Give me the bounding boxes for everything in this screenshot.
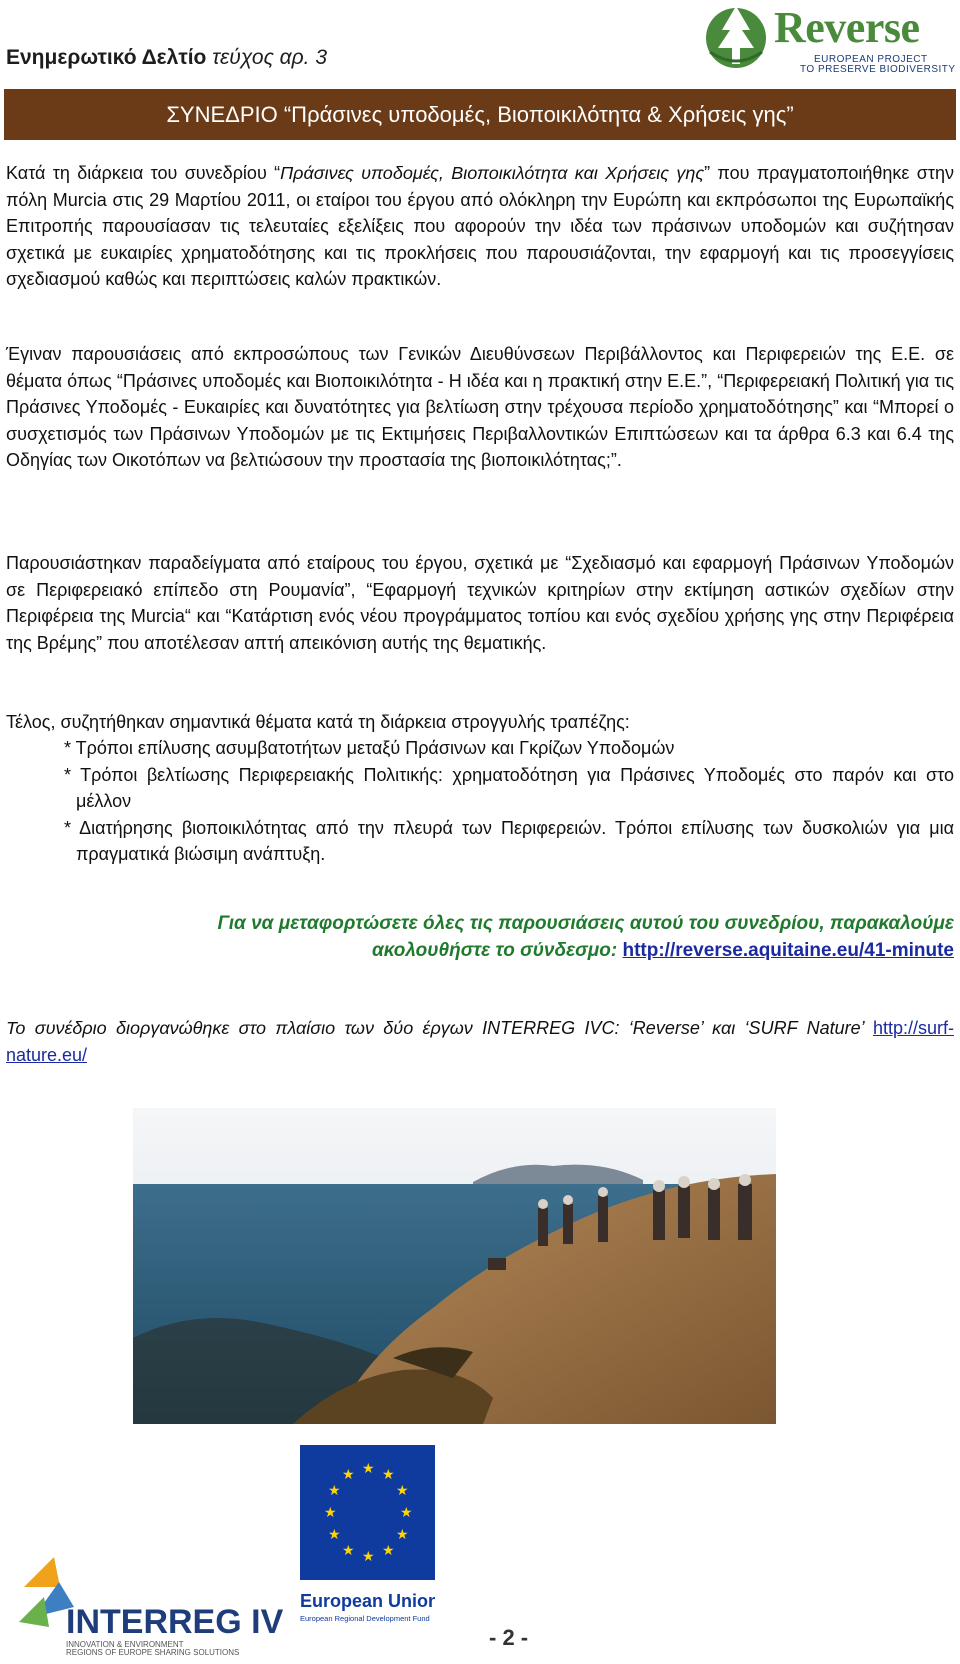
svg-text:★: ★ xyxy=(342,1466,355,1482)
svg-text:★: ★ xyxy=(328,1526,341,1542)
brand-subtitle-2: TO PRESERVE BIODIVERSITY xyxy=(800,64,956,75)
reverse-logo xyxy=(696,0,956,75)
download-text-2: ακολουθήστε το σύνδεσμο: xyxy=(371,940,618,961)
list-item: * Τρόποι επίλυσης ασυμβατοτήτων μεταξύ Πράσινων και Γκρίζων Υποδομών xyxy=(64,738,675,758)
svg-text:★: ★ xyxy=(342,1542,355,1558)
download-note xyxy=(6,910,954,964)
presentations-link[interactable]: http://reverse.aquitaine.eu/41-minute xyxy=(622,940,954,961)
interreg-logo xyxy=(14,1547,284,1657)
interreg-line-1: INNOVATION & ENVIRONMENT xyxy=(66,1640,184,1649)
intro-text-c: ” που πραγματοποιήθηκε στην πόλη Murcia στις 29 Μαρτίου 2011, οι εταίροι του έργου από ολόκληρη την Ευρώπη και εκπρόσωποι της Ευρωπαϊκής Επιτροπής παρουσίασαν τις τελευταίες εξελίξεις που αφορούν την ιδέα των πράσινων υποδομών και συζήτησαν σχετικά με ευκαιρίες χρηματοδότησης και τις προκλήσεις που παρουσιάζονται, την εφαρμογή και τις προσεγγίσεις σχεδιασμού καθώς και περιπτώσεις καλών πρακτικών. xyxy=(6,163,954,289)
eu-logo xyxy=(300,1445,435,1659)
eu-fund: European Regional Development Fund xyxy=(300,1614,430,1623)
organizer-note xyxy=(6,1015,954,1068)
svg-text:★: ★ xyxy=(396,1526,409,1542)
interreg-line-2: REGIONS OF EUROPE SHARING SOLUTIONS xyxy=(66,1648,240,1657)
page-number: - 2 - xyxy=(489,1625,529,1650)
svg-text:★: ★ xyxy=(362,1548,375,1564)
coast-photo xyxy=(133,1108,776,1424)
organizer-text: Το συνέδριο διοργανώθηκε στο πλαίσιο των δύο έργων INTERREG IVC: ‘Reverse’ και ‘SURF Nature’ xyxy=(6,1018,864,1038)
svg-text:★: ★ xyxy=(400,1504,413,1520)
paragraph-examples: Παρουσιάστηκαν παραδείγματα από εταίρους του έργου, σχετικά με “Σχεδιασμό και εφαρμογή Πράσινων Υποδομών σε Περιφερειακό επίπεδο στη Ρουμανία”, “Εφαρμογή τεχνικών κριτηρίων στην εκτίμηση αστικών σχεδίων στην Περιφέρεια της Murcia“ και “Κατάρτιση ενός νέου προγράμματος τοπίου και ενός σχεδίου χρήσης γης στην Περιφέρεια της Βρέμης” που αποτέλεσαν απτή απεικόνιση αυτής της θεματικής. xyxy=(6,553,954,653)
tree-icon xyxy=(696,0,776,70)
svg-text:★: ★ xyxy=(396,1482,409,1498)
svg-text:★: ★ xyxy=(382,1542,395,1558)
svg-text:★: ★ xyxy=(328,1482,341,1498)
svg-text:★: ★ xyxy=(362,1460,375,1476)
conference-name: Πράσινες υποδομές, Βιοποικιλότητα και Χρήσεις γης xyxy=(280,163,705,183)
paragraph-presentations: Έγιναν παρουσιάσεις από εκπροσώπους των Γενικών Διευθύνσεων Περιβάλλοντος και Περιφερειών της Ε.Ε. σε θέματα όπως “Πράσινες υποδομές και Βιοποικιλότητα - Η ιδέα και η πρακτική στην Ε.Ε.”, “Περιφερειακή Πολιτική για τις Πράσινες Υποδομές - Ευκαιρίες και δυνατότητες για βελτίωση στην τρέχουσα περίοδο χρηματοδότησης” και “Μπορεί ο συσχετισμός των Πράσινων Υποδομών με τις Εκτιμήσεις Περιβαλλοντικών Επιπτώσεων και τα άρθρα 6.3 και 6.4 της Οδηγίας των Οικοτόπων να βελτιώσουν την προστασία της βιοποικιλότητας;”. xyxy=(6,344,954,470)
svg-text:★: ★ xyxy=(382,1466,395,1482)
eu-name: European Union xyxy=(300,1591,435,1611)
paragraph-intro xyxy=(6,160,954,293)
download-text-1: Για να μεταφορτώσετε όλες τις παρουσιάσεις αυτού του συνεδρίου, παρακαλούμε xyxy=(217,913,954,934)
newsletter-header xyxy=(6,46,327,70)
interreg-name: INTERREG IVC xyxy=(66,1603,284,1641)
newsletter-title: Ενημερωτικό Δελτίο xyxy=(6,46,207,69)
list-item: * Τρόποι βελτίωσης Περιφερειακής Πολιτικής: χρηματοδότηση για Πράσινες Υποδομές στο παρόν και στο μέλλον xyxy=(64,764,954,811)
intro-text-a: Κατά τη διάρκεια του συνεδρίου “ xyxy=(6,163,281,183)
issue-number: τεύχος αρ. 3 xyxy=(212,46,328,69)
brand-subtitle-1: EUROPEAN PROJECT xyxy=(814,54,928,65)
svg-text:★: ★ xyxy=(324,1504,337,1520)
paragraph-roundtable: Τέλος, συζητήθηκαν σημαντικά θέματα κατά τη διάρκεια στρογγυλής τραπέζης: xyxy=(6,712,630,732)
brand-name: Reverse xyxy=(774,3,920,52)
list-item: * Διατήρησης βιοποικιλότητας από την πλευρά των Περιφερειών. Τρόποι επίλυσης των δυσκολιών για μια πραγματικά βιώσιμη ανάπτυξη. xyxy=(64,817,954,864)
surf-nature-link[interactable]: http://surf-nature.eu/ xyxy=(6,1018,954,1065)
section-title: ΣΥΝΕΔΡΙΟ “Πράσινες υποδομές, Βιοποικιλότητα & Χρήσεις γης” xyxy=(4,89,956,140)
roundtable-list xyxy=(60,735,954,868)
